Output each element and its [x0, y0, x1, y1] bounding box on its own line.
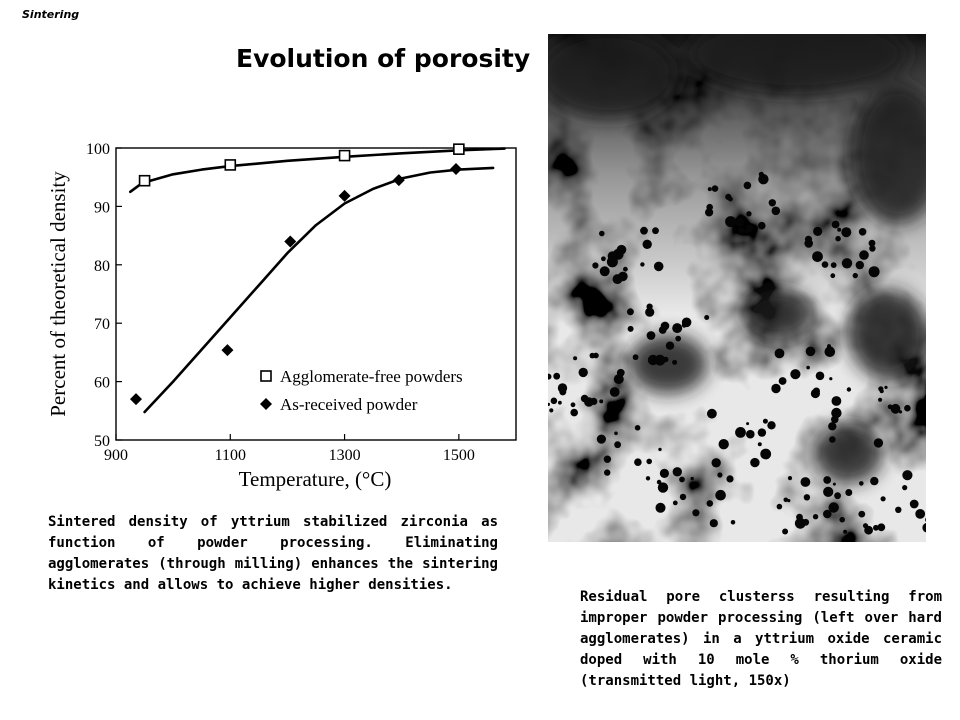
micrograph-image: [548, 34, 926, 542]
data-point: [454, 144, 464, 154]
density-chart: [40, 130, 530, 495]
y-axis-label: Percent of theoretical density: [46, 171, 70, 417]
data-point: [393, 174, 405, 186]
y-tick-label: 100: [86, 141, 110, 158]
data-point: [130, 393, 142, 405]
x-tick-label: 1500: [442, 447, 475, 464]
x-axis-label: Temperature, (°C): [238, 467, 392, 491]
micrograph-svg: [548, 34, 926, 542]
data-point: [340, 151, 350, 161]
legend-label: As-received powder: [280, 395, 418, 414]
chart-caption: Sintered density of yttrium stabilized zirconia as function of powder processing. Eliminating agglomerates (through milling) enhances the sintering kinetics and allows to achieve higher densities.: [48, 514, 498, 593]
chart-svg: [40, 130, 530, 495]
data-point: [450, 163, 462, 175]
legend-marker: [260, 398, 272, 410]
header-label: Sintering: [22, 8, 80, 21]
y-tick-label: 90: [94, 199, 110, 217]
data-point: [140, 176, 150, 186]
y-tick-label: 70: [94, 316, 110, 334]
x-tick-label: 900: [104, 447, 128, 464]
x-tick-label: 1300: [328, 447, 361, 464]
data-point: [225, 160, 235, 170]
legend-marker: [261, 371, 271, 381]
micrograph-caption: Residual pore clusterss resulting from improper powder processing (left over hard agglomerates) in a yttrium oxide ceramic doped with 10 mole % thorium oxide (transmitted light, 150x): [580, 589, 942, 689]
y-tick-label: 60: [94, 374, 110, 392]
data-point: [221, 344, 233, 356]
legend-label: Agglomerate-free powders: [280, 367, 463, 386]
slide-title: Evolution of porosity: [236, 44, 531, 73]
y-tick-label: 50: [94, 433, 110, 450]
y-tick-label: 80: [94, 257, 110, 275]
x-tick-label: 1100: [214, 447, 246, 464]
